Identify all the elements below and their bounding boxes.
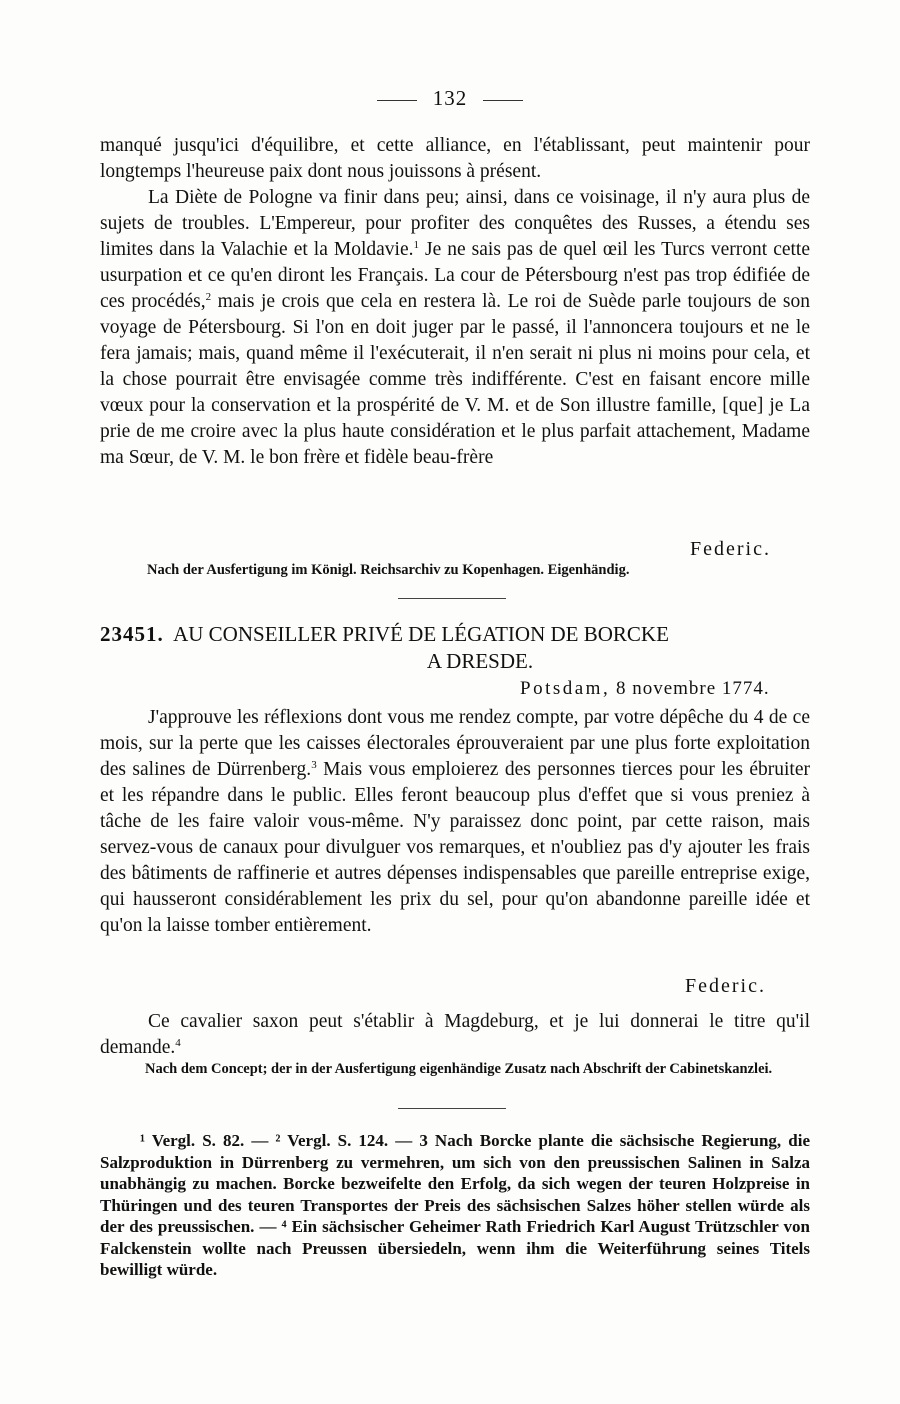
letter-number: 23451. [100, 622, 164, 646]
previous-letter-signature: Federic. [690, 538, 771, 560]
letter-heading-line-1 [100, 621, 810, 648]
paragraph-text: Je ne sais pas de quel œil les Turcs verront cette usurpation et ce qu'en diront les Français. La cour de Pétersbourg n'est pas trop édifiée de ces procédés, [100, 239, 810, 312]
footnotes [100, 1130, 810, 1281]
page-number: 132 [432, 86, 468, 110]
previous-letter-source-note: Nach der Ausfertigung im Königl. Reichsarchiv zu Kopenhagen. Eigenhändig. [147, 562, 630, 578]
footnote-ref-4: 4 [175, 1037, 181, 1049]
footnotes-text: ¹ Vergl. S. 82. — ² Vergl. S. 124. — 3 Nach Borcke plante die sächsische Regierung, die Salzproduktion in Dürrenberg zu vermehren, um sich von den preussischen Salinen in Salza unabhängig zu machen. Borcke bezweifelte den Erfolg, da sich wegen der teuren Holzpreise in Thüringen und des teuren Transportes der Preis des sächsischen Salzes höher stellen würde als der des preussischen. — ⁴ Ein sächsischer Geheimer Rath Friedrich Karl August Trützschler von Falckenstein wollte nach Preussen übersiedeln, wenn ihm die Weiterführung seines Titels bewilligt würde. [100, 1131, 810, 1279]
paragraph-text: J'approuve les réflexions dont vous me rendez compte, par votre dépêche du 4 de ce mois, sur la perte que les caisses électorales éprouveraient par une plus forte exploitation des salines de Dürrenberg. [100, 707, 810, 780]
paragraph-text: Mais vous emploierez des personnes tierces pour les ébruiter et les répandre dans le public. Elles feront beaucoup plus d'effet que si vous preniez à tâche de les faire valoir vous-même. N'y paraissez donc point, par cette raison, mais servez-vous de canaux pour divulguer vos remarques, et n'oubliez pas d'y ajouter les frais des bâtiments de raffinerie et autres dépenses indispensables que pareille entreprise exige, qui hausseront considérablement les prix du sel, pour qu'on abandonne pareille idée et qu'on la laisse tomber entièrement. [100, 759, 810, 936]
header-rule-right [483, 100, 523, 101]
paragraph-text: manqué jusqu'ici d'équilibre, et cette alliance, en l'établissant, peut maintenir pour longtemps l'heureuse paix dont nous jouissons à présent. [100, 135, 810, 182]
page-header [0, 86, 900, 111]
letter-place: Potsdam, [520, 678, 611, 699]
footnote-divider [398, 1108, 506, 1109]
letter-signature: Federic. [685, 975, 766, 997]
letter-date: 8 novembre 1774. [610, 678, 770, 699]
header-rule-left [377, 100, 417, 101]
footnote-ref-2: 2 [205, 291, 212, 303]
section-divider [398, 598, 506, 599]
letter-paragraph-1 [100, 705, 810, 939]
letter-postscript [100, 1009, 810, 1061]
previous-letter-paragraph-1 [100, 133, 810, 185]
paragraph-text: La Diète de Pologne va finir dans peu; ainsi, dans ce voisinage, il n'y aura plus de sujets de troubles. L'Empereur, pour profiter des conquêtes des Russes, a étendu ses limites dans la Valachie et la Moldavie. [100, 187, 810, 260]
letter-heading [100, 621, 810, 675]
letter-title: AU CONSEILLER PRIVÉ DE LÉGATION DE BORCKE [173, 622, 669, 646]
paragraph-text: mais je crois que cela en restera là. Le roi de Suède parle toujours de son voyage de Pétersbourg. Si l'on en doit juger par le passé, il l'annoncera toujours et ne le fera jamais; mais, quand même il l'exécuterait, il n'en serait ni plus ni moins pour cela, et la chose pourrait être envisagée comme très indifférente. C'est en faisant encore mille vœux pour la conservation et la prospérité de V. M. et de Son illustre famille, [que] je La prie de me croire avec la plus haute considération et le plus parfait attachement, Madame ma Sœur, de V. M. le bon frère et fidèle beau-frère [100, 291, 810, 468]
footnote-ref-3: 3 [311, 759, 317, 771]
letter-dateline [520, 678, 770, 700]
letter-source-note: Nach dem Concept; der in der Ausfertigung eigenhändige Zusatz nach Abschrift der Cabinetskanzlei. [145, 1061, 773, 1077]
previous-letter-body [100, 133, 810, 471]
paragraph-text: Ce cavalier saxon peut s'établir à Magdeburg, et je lui donnerai le titre qu'il demande. [100, 1011, 810, 1058]
postscript-paragraph [100, 1009, 810, 1061]
footnote-ref-1: 1 [413, 239, 419, 251]
letter-title-line-2: A DRESDE. [426, 649, 534, 673]
letter-body [100, 705, 810, 939]
previous-letter-paragraph-2 [100, 185, 810, 471]
